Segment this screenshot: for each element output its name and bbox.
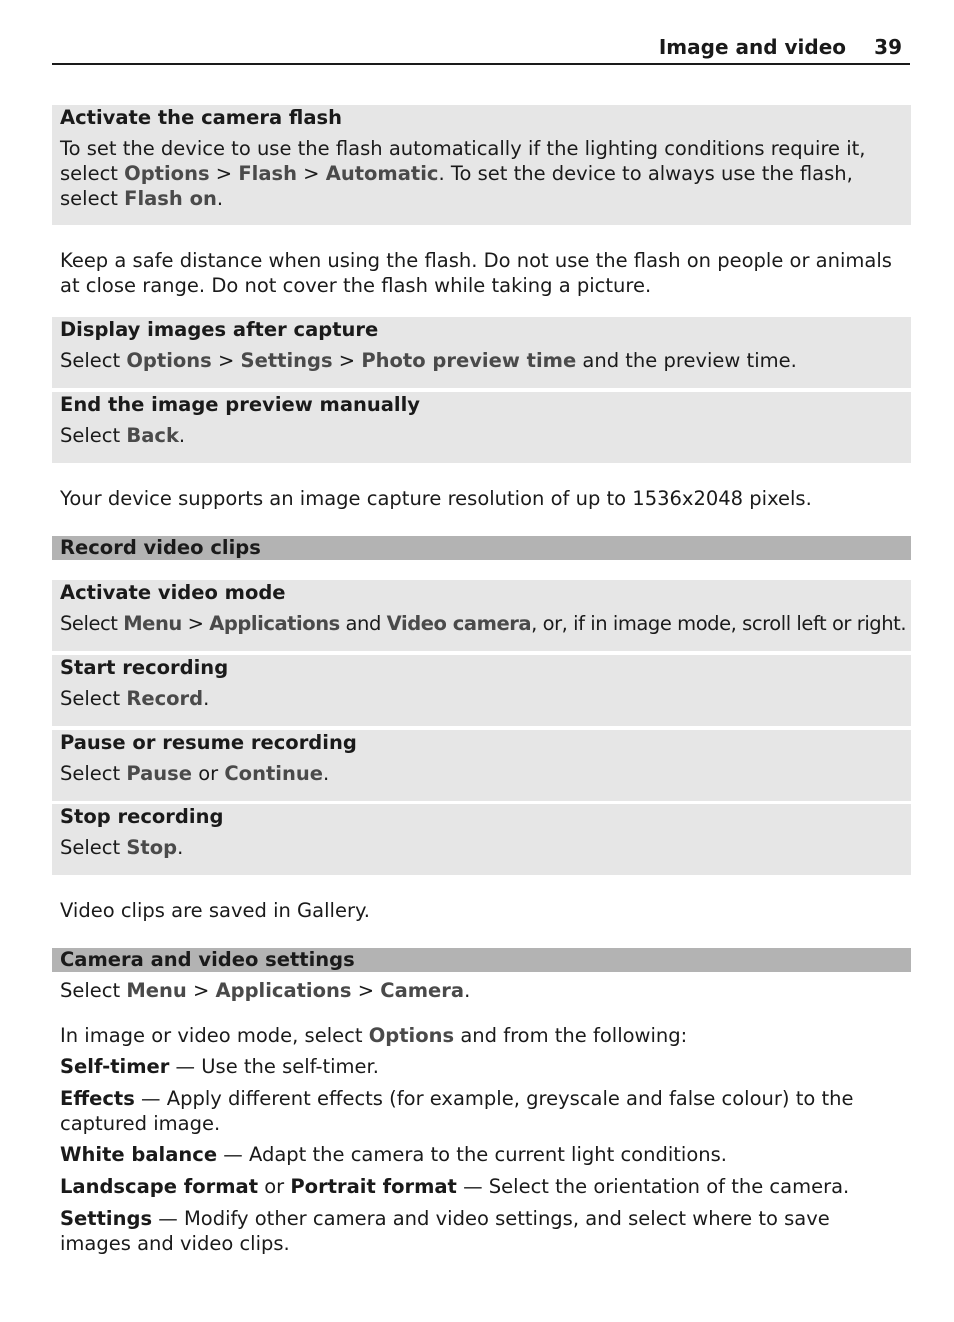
end-preview-box bbox=[52, 392, 911, 463]
flash-box bbox=[52, 105, 911, 225]
pause-recording-text: Select Pause or Continue. bbox=[60, 762, 330, 785]
video-mode-text: Select Menu > Applications and Video camera, or, if in image mode, scroll left or right. bbox=[60, 612, 907, 635]
display-after-heading: Display images after capture bbox=[60, 318, 379, 341]
record-section-heading: Record video clips bbox=[52, 536, 911, 560]
option-white-balance: White balance — Adapt the camera to the current light conditions. bbox=[60, 1143, 727, 1166]
end-preview-heading: End the image preview manually bbox=[60, 393, 421, 416]
start-recording-box bbox=[52, 655, 911, 726]
stop-recording-box bbox=[52, 804, 911, 875]
options-intro: In image or video mode, select Options and from the following: bbox=[60, 1024, 688, 1047]
display-after-box bbox=[52, 317, 911, 388]
flash-heading: Activate the camera flash bbox=[60, 106, 343, 129]
option-format: Landscape format or Portrait format — Select the orientation of the camera. bbox=[60, 1175, 850, 1198]
flash-text: To set the device to use the flash automatically if the lighting conditions require it, select Options > Flash > Automatic. To set the device to always use the flash, select Flash on. bbox=[60, 137, 866, 210]
end-preview-text: Select Back. bbox=[60, 424, 186, 447]
stop-recording-text: Select Stop. bbox=[60, 836, 184, 859]
start-recording-heading: Start recording bbox=[60, 656, 229, 679]
header-title: Image and video bbox=[658, 35, 846, 59]
start-recording-text: Select Record. bbox=[60, 687, 210, 710]
settings-section-heading: Camera and video settings bbox=[52, 948, 911, 972]
option-self-timer: Self-timer — Use the self-timer. bbox=[60, 1055, 379, 1078]
option-effects: Effects — Apply different effects (for example, greyscale and false colour) to the captured image. bbox=[60, 1087, 854, 1135]
page-header bbox=[52, 30, 910, 65]
resolution-text: Your device supports an image capture resolution of up to 1536x2048 pixels. bbox=[60, 487, 812, 510]
saved-text: Video clips are saved in Gallery. bbox=[60, 899, 370, 922]
option-settings: Settings — Modify other camera and video settings, and select where to save images and video clips. bbox=[60, 1207, 830, 1255]
pause-recording-box bbox=[52, 730, 911, 801]
flash-warning: Keep a safe distance when using the flash. Do not use the flash on people or animals at close range. Do not cover the flash while taking a picture. bbox=[60, 249, 892, 297]
page-number: 39 bbox=[874, 35, 902, 59]
display-after-text: Select Options > Settings > Photo preview time and the preview time. bbox=[60, 349, 797, 372]
video-mode-box bbox=[52, 580, 911, 651]
pause-recording-heading: Pause or resume recording bbox=[60, 731, 357, 754]
settings-path: Select Menu > Applications > Camera. bbox=[60, 979, 471, 1002]
video-mode-heading: Activate video mode bbox=[60, 581, 286, 604]
stop-recording-heading: Stop recording bbox=[60, 805, 224, 828]
